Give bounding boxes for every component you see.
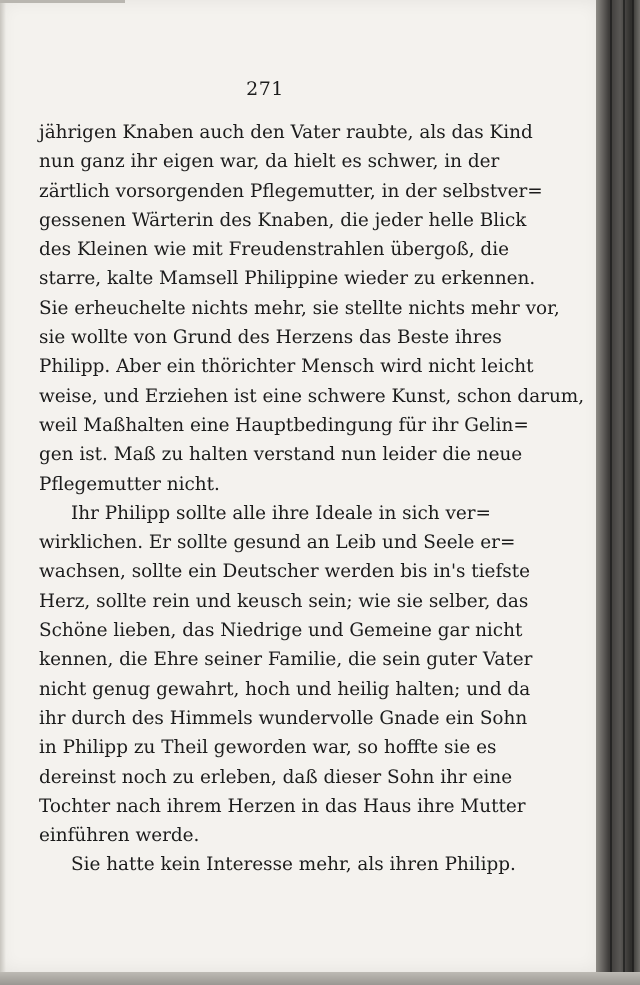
text-line: wachsen, sollte ein Deutscher werden bis in's tiefste bbox=[39, 561, 530, 583]
gutter-line bbox=[610, 0, 612, 985]
text-line: gen ist. Maß zu halten verstand nun leider die neue bbox=[39, 444, 523, 466]
text-line: starre, kalte Mamsell Philippine wieder zu erkennen. bbox=[39, 268, 536, 290]
text-line: Sie erheuchelte nichts mehr, sie stellte nichts mehr vor, bbox=[39, 297, 560, 319]
text-line: einführen werde. bbox=[39, 825, 200, 847]
gutter-line bbox=[623, 0, 625, 985]
text-line: Sie hatte kein Interesse mehr, als ihren Philipp. bbox=[71, 854, 516, 876]
text-line: Ihr Philipp sollte alle ihre Ideale in sich ver= bbox=[71, 502, 491, 524]
text-line: Schöne lieben, das Niedrige und Gemeine gar nicht bbox=[39, 620, 523, 642]
text-line: zärtlich vorsorgenden Pflegemutter, in der selbstver= bbox=[39, 180, 543, 202]
text-line: kennen, die Ehre seiner Familie, die sein guter Vater bbox=[39, 649, 533, 671]
page-number: 271 bbox=[246, 78, 284, 100]
text-line: Philipp. Aber ein thörichter Mensch wird nicht leicht bbox=[39, 356, 534, 378]
text-line: gessenen Wärterin des Knaben, die jeder helle Blick bbox=[39, 209, 527, 231]
text-line: nicht genug gewahrt, hoch und heilig halten; und da bbox=[39, 678, 531, 700]
text-line: dereinst noch zu erleben, daß dieser Sohn ihr eine bbox=[39, 766, 513, 788]
text-line: ihr durch des Himmels wundervolle Gnade ein Sohn bbox=[39, 707, 528, 729]
text-line: Pflegemutter nicht. bbox=[39, 473, 220, 495]
page-left-edge-shadow bbox=[0, 0, 6, 972]
page-bottom-edge bbox=[0, 972, 640, 985]
text-line: weil Maßhalten eine Hauptbedingung für ihr Gelin= bbox=[39, 414, 529, 436]
text-line: Tochter nach ihrem Herzen in das Haus ihre Mutter bbox=[39, 795, 526, 817]
body-text bbox=[39, 118, 585, 880]
text-line: wirklichen. Er sollte gesund an Leib und Seele er= bbox=[39, 532, 516, 554]
text-line: in Philipp zu Theil geworden war, so hoffte sie es bbox=[39, 737, 497, 759]
text-line: weise, und Erziehen ist eine schwere Kunst, schon darum, bbox=[39, 385, 585, 407]
text-line: Herz, sollte rein und keusch sein; wie sie selber, das bbox=[39, 590, 529, 612]
text-line: sie wollte von Grund des Herzens das Beste ihres bbox=[39, 327, 502, 349]
text-line: nun ganz ihr eigen war, da hielt es schwer, in der bbox=[39, 151, 500, 173]
text-line: des Kleinen wie mit Freudenstrahlen übergoß, die bbox=[39, 239, 509, 261]
gutter-line bbox=[632, 0, 634, 985]
page-top-edge-mark bbox=[0, 0, 125, 3]
text-line: jährigen Knaben auch den Vater raubte, als das Kind bbox=[39, 122, 533, 143]
book-gutter-shadow bbox=[596, 0, 640, 985]
